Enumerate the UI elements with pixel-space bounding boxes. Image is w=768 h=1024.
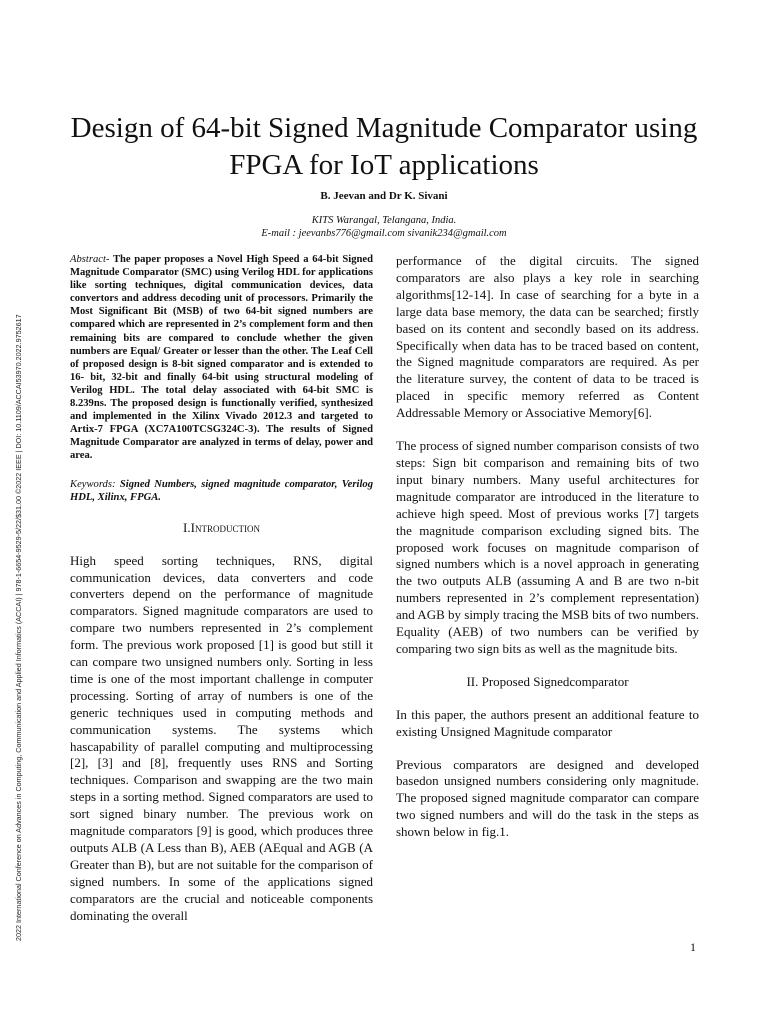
keywords-lead: Keywords:: [70, 478, 116, 490]
right-column: [396, 253, 699, 841]
section-number: I.: [183, 519, 191, 535]
abstract-text: The paper proposes a Novel High Speed a 64-bit Signed Magnitude Comparator (SMC) using Verilog HDL for applications like sorting techniques, digital communication devices, data convertors and address decoding unit of processors. Primarily the Most Significant Bit (MSB) of two 64-bit signed numbers are compared which are represented in 2’s complement form and then remaining bits are compared to conclude whether the given numbers are Equal/ Greater or lesser than the other. The Leaf Cell of proposed design is 8-bit signed comparator and is extended to 16- bit, 32-bit and finally 64-bit using structural modeling of Verilog HDL. The total delay associated with 64-bit SMC is 8.239ns. The proposed design is functionally verified, synthesized and implemented in the Xilinx Vivado 2012.3 and targeted to Artix-7 FPGA (XC7A100TCSG324C-3). The results of Signed Magnitude Comparator are analyzed in terms of delay, power and area.: [70, 254, 373, 462]
abstract: [70, 253, 373, 463]
body-paragraph-1: performance of the digital circuits. The signed comparators are also plays a key role in searching algorithms[12-14]. In case of searching for a byte in a large data base memory, the data can be searched; firstly based on its content and secondly based on its address. Specifically when data has to be traced based on content, the Signed magnitude comparators are required. As per the literature survey, the content of data to be traced is placed in specific memory referred as Content Addressable Memory or Associative Memory[6].: [396, 253, 699, 421]
abstract-lead: Abstract-: [70, 254, 110, 265]
keywords: [70, 478, 373, 504]
intro-paragraph: High speed sorting techniques, RNS, digital communication devices, data converters and code converters depend on the performance of magnitude comparators. Signed magnitude comparators are used to compare two numbers represented in 2’s complement form. The previous work proposed [1] is good but still it can compare two unsigned numbers only. Sorting in less time is one of the most important challenge in computer processing. Sorting of array of numbers is one of the generic techniques used in computing methods and communication systems. The systems which hascapability of parallel computing and multiprocessing [2], [3] and [8], frequently uses RNS and Sorting techniques. Comparison and swapping are the two main steps in a sorting method. Signed comparators are used to sort signed binary number. The previous work on magnitude comparators [9] is good, which produces three outputs ALB (A Less than B), AEB (AEqual and AGB (A Greater than B), but are not suitable for the comparison of signed numbers. In some of the applications signed comparators are the crucial and noticeable components dominating the overall: [70, 552, 373, 923]
sidenote-text: 2022 International Conference on Advances in Computing, Communication and Applied Informatics (ACCAI) | 978-1-6654-9529-5/22/$31.00 ©2022 IEEE | DOI: 10.1109/ACCAI53970.2022.9752617: [14, 314, 23, 941]
body-paragraph-4: Previous comparators are designed and developed basedon unsigned numbers considering only magnitude. The proposed signed magnitude comparator can compare two signed numbers and will do the task in the steps as shown below in fig.1.: [396, 756, 699, 840]
author-list: B. Jeevan and Dr K. Sivani: [320, 190, 448, 202]
affiliation: KITS Warangal, Telangana, India.: [311, 215, 457, 226]
paper-title: Design of 64-bit Signed Magnitude Comparator using FPGA for IoT applications: [70, 112, 698, 181]
body-paragraph-2: The process of signed number comparison consists of two steps: Sign bit comparison and remaining bits of two input binary numbers. Many useful architectures for magnitude comparator are introduced in the literature to achieve high speed. Most of previous works [7] targets the magnitude comparison excluding signed bits. The proposed work focuses on magnitude comparison of signed numbers which is a novel approach in generating the two outputs ALB (assuming A and B are two n-bit numbers represented in 2’s complement representation) and AGB by simply tracing the MSB bits of two numbers. Equality (AEB) of two numbers can be verified by comparing two sign bits as well as the magnitude bits.: [396, 438, 699, 656]
affiliation-block: [60, 214, 708, 240]
body-paragraph-3: In this paper, the authors present an additional feature to existing Unsigned Magnitude comparator: [396, 706, 699, 739]
conference-sidenote: [14, 180, 28, 950]
keywords-text: Signed Numbers, signed magnitude comparator, Verilog HDL, Xilinx, FPGA.: [70, 478, 373, 503]
section-title: Introduction: [190, 519, 260, 535]
section-heading-introduction: [70, 520, 373, 537]
email-line: E-mail : jeevanbs776@gmail.com sivanik234@gmail.com: [261, 228, 507, 239]
page-number: 1: [690, 940, 696, 954]
section-heading-proposed: II. Proposed Signedcomparator: [466, 673, 629, 689]
left-column: [70, 253, 373, 925]
